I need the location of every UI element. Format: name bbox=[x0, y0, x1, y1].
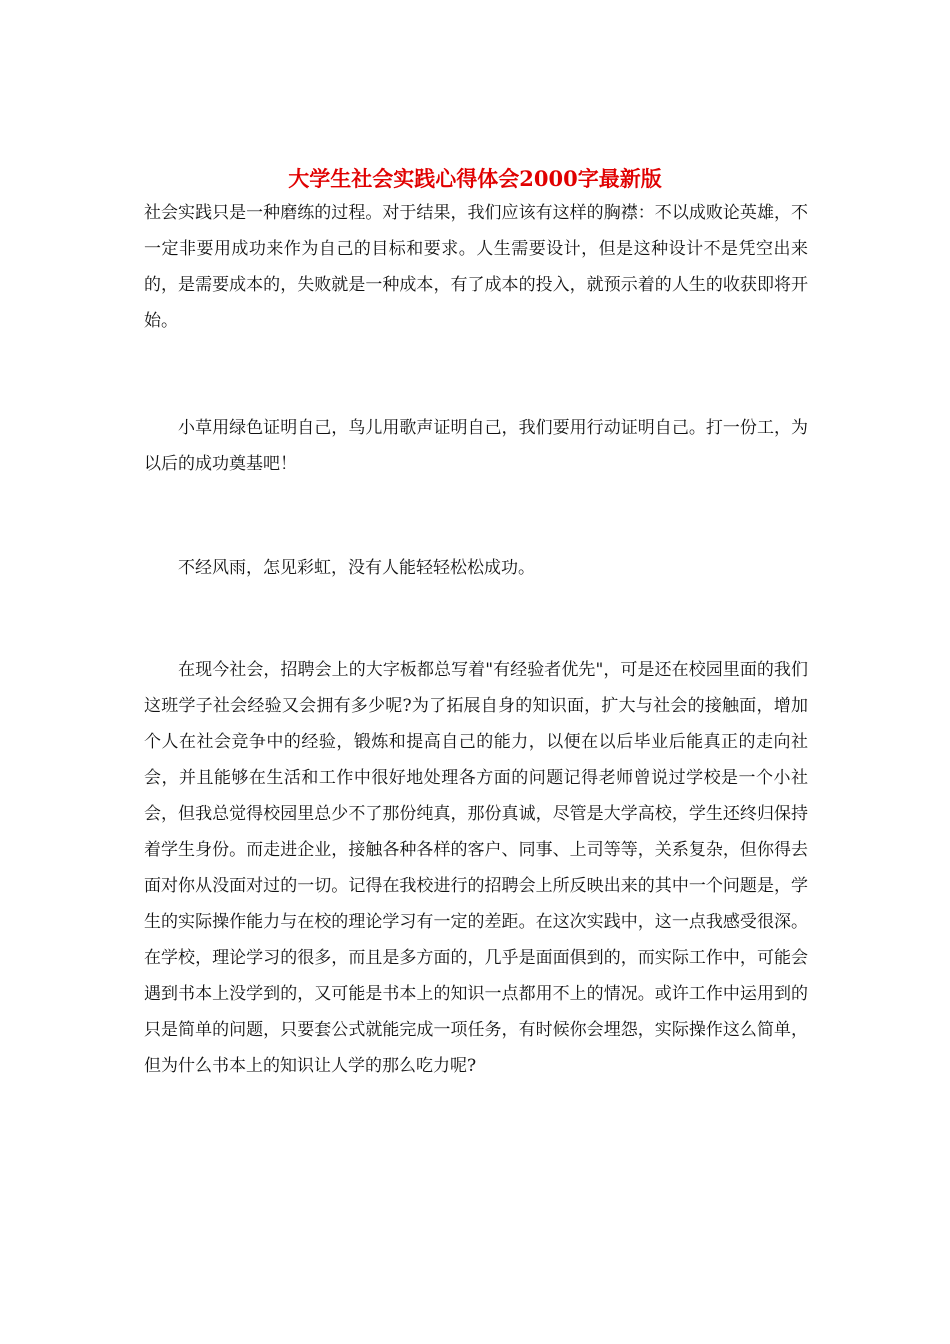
document-title: 大学生社会实践心得体会2000字最新版 bbox=[288, 166, 662, 192]
paragraph-2: 小草用绿色证明自己，鸟儿用歌声证明自己，我们要用行动证明自己。打一份工，为以后的成功奠基吧！ bbox=[144, 418, 808, 474]
paragraph-1: 社会实践只是一种磨练的过程。对于结果，我们应该有这样的胸襟：不以成败论英雄，不一定非要用成功来作为自己的目标和要求。人生需要设计，但是这种设计不是凭空出来的，是需要成本的，失败就是一种成本，有了成本的投入，就预示着的人生的收获即将开始。 bbox=[144, 203, 808, 331]
paragraph-4: 在现今社会，招聘会上的大字板都总写着"有经验者优先"，可是还在校园里面的我们这班学子社会经验又会拥有多少呢?为了拓展自身的知识面，扩大与社会的接触面，增加个人在社会竞争中的经验，锻炼和提高自己的能力，以便在以后毕业后能真正的走向社会，并且能够在生活和工作中很好地处理各方面的问题记得老师曾说过学校是一个小社会，但我总觉得校园里总少不了那份纯真，那份真诚，尽管是大学高校，学生还终归保持着学生身份。而走进企业，接触各种各样的客户、同事、上司等等，关系复杂，但你得去面对你从没面对过的一切。记得在我校进行的招聘会上所反映出来的其中一个问题是，学生的实际操作能力与在校的理论学习有一定的差距。在这次实践中，这一点我感受很深。在学校，理论学习的很多，而且是多方面的，几乎是面面俱到的，而实际工作中，可能会遇到书本上没学到的，又可能是书本上的知识一点都用不上的情况。或许工作中运用到的只是简单的问题，只要套公式就能完成一项任务，有时候你会埋怨，实际操作这么简单，但为什么书本上的知识让人学的那么吃力呢? bbox=[144, 660, 808, 1076]
paragraph-3: 不经风雨，怎见彩虹，没有人能轻轻松松成功。 bbox=[144, 558, 535, 578]
